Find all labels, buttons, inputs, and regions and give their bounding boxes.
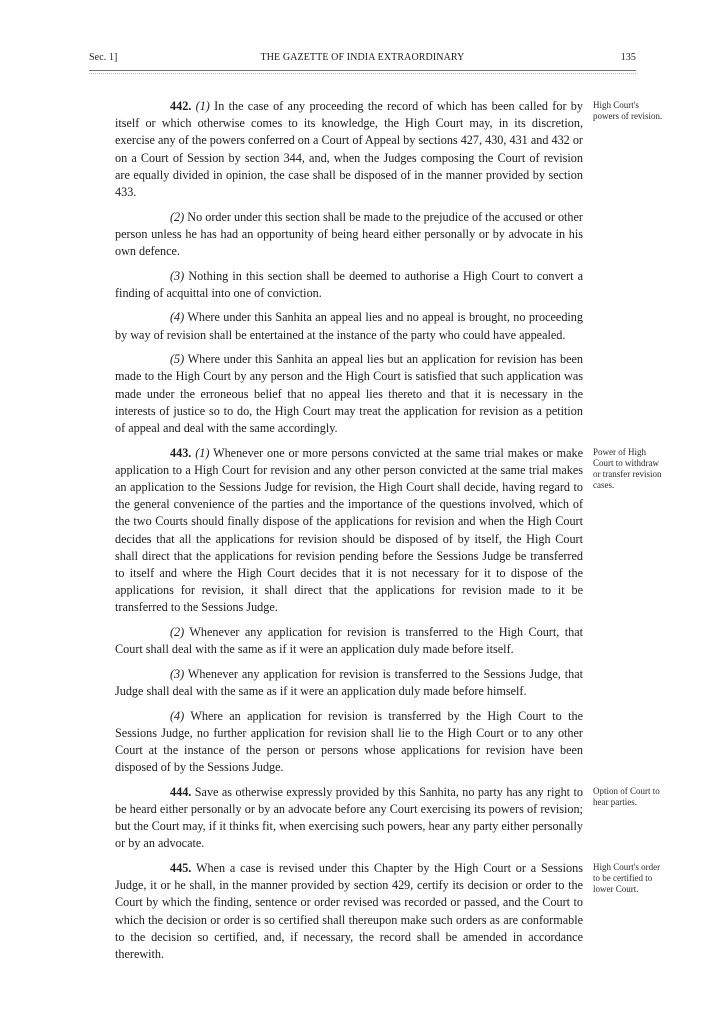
subsection-number: (1): [195, 99, 210, 113]
page-header: [89, 52, 636, 66]
section-number: 443.: [170, 445, 192, 460]
header-rule: [89, 70, 636, 71]
paragraph-text: Where under this Sanhita an appeal lies and no appeal is brought, no proceeding by way of revision shall be entertained at the instance of the party who could have appealed.: [115, 310, 583, 342]
paragraph-text: Where an application for revision is transferred by the High Court to the Sessions Judge, no further application for revision shall lie to the High Court or to any other Court at the instance of the person or persons whose applications for revision have been disposed of by the Sessions Judge.: [115, 708, 583, 775]
margin-note: High Court's powers of revision.: [593, 100, 663, 121]
section-paragraph: [115, 860, 583, 963]
page-number: 135: [620, 52, 636, 63]
paragraph-text: Whenever any application for revision is transferred to the Sessions Judge, that Judge shall deal with the same as if it were an application duly made before himself.: [115, 666, 583, 699]
section-paragraph: [115, 708, 583, 777]
margin-note: Power of High Court to withdraw or transfer revision cases.: [593, 447, 662, 490]
section-paragraph: [115, 268, 583, 302]
section-paragraph: [115, 209, 583, 261]
section-number: 444.: [170, 784, 192, 799]
section-paragraph: [115, 309, 583, 343]
header-dotted-rule: [89, 73, 636, 74]
section-paragraph: [115, 784, 583, 853]
subsection-number: (2): [170, 209, 185, 224]
subsection-number: (2): [170, 625, 185, 640]
paragraph-text: Whenever one or more persons convicted at the same trial makes or make application to a High Court for revision and any other person convicted at the same trial makes an application to the Sessions Judge for revision, the High Court shall decide, having regard to the general convenience of the parties and the importance of the questions involved, which of the two Courts should finally dispose of the applications for revision and when the High Court decides that all the applications for revision should be disposed of by itself, the High Court shall direct that the applications for revision pending before the Sessions Judge be transferred to itself and where the High Court decides that it is not necessary for it to dispose of the applications for revision, it shall direct that the applications for revision made to it be transferred to the Sessions Judge.: [115, 445, 583, 615]
section-paragraph: [115, 351, 583, 437]
paragraph-text: Whenever any application for revision is transferred to the High Court, that Court shall deal with the same as if it were an application duly made before itself.: [115, 625, 583, 657]
subsection-number: (1): [195, 445, 210, 460]
section-paragraph: [115, 445, 583, 617]
paragraph-text: When a case is revised under this Chapter by the High Court or a Sessions Judge, it or he shall, in the manner provided by section 429, certify its decision or order to the Court by which the finding, sentence or order revised was recorded or passed, and the Court to which the decision or order is so certified shall thereupon make such orders as are conformable to the decision so certified, and, if necessary, the record shall be amended in accordance therewith.: [115, 861, 583, 962]
section-paragraph: [115, 666, 583, 700]
section-443: [115, 445, 583, 777]
paragraph-text: In the case of any proceeding the record of which has been called for by itself or which otherwise comes to its knowledge, the High Court may, in its discretion, exercise any of the powers conferred on a Court of Appeal by sections 427, 430, 431 and 432 or on a Court of Session by section 344, and, when the Judges composing the Court of revision are equally divided in opinion, the case shall be disposed of in the manner provided by section 433.: [115, 99, 583, 200]
paragraph-text: No order under this section shall be made to the prejudice of the accused or other person unless he has had an opportunity of being heard either personally or by advocate in his own defence.: [115, 209, 583, 259]
section-number: 445.: [170, 861, 192, 876]
margin-note: High Court's order to be certified to lower Court.: [593, 862, 661, 894]
section-paragraph: [115, 624, 583, 658]
paragraph-text: Nothing in this section shall be deemed to authorise a High Court to convert a finding of acquittal into one of conviction.: [115, 268, 583, 300]
section-445: [115, 860, 583, 963]
subsection-number: (4): [170, 708, 185, 723]
document-body: [115, 98, 583, 971]
section-reference: Sec. 1]: [89, 52, 118, 63]
subsection-number: (4): [170, 310, 185, 325]
paragraph-text: Where under this Sanhita an appeal lies but an application for revision has been made to the High Court by any person and the High Court is satisfied that such application was made under the erroneous belief that no appeal lies thereto and that it is necessary in the interests of justice so to do, the High Court may treat the application for revision as a petition of appeal and deal with the same accordingly.: [115, 352, 583, 436]
paragraph-text: Save as otherwise expressly provided by this Sanhita, no party has any right to be heard either personally or by an advocate before any Court exercising its powers of revision; but the Court may, if it thinks fit, when exercising such powers, hear any party either personally or by an advocate.: [115, 784, 583, 851]
subsection-number: (3): [170, 268, 185, 283]
subsection-number: (3): [170, 666, 185, 681]
section-444: [115, 784, 583, 853]
gazette-title: THE GAZETTE OF INDIA EXTRAORDINARY: [260, 52, 465, 63]
margin-note: Option of Court to hear parties.: [593, 786, 660, 807]
subsection-number: (5): [170, 352, 185, 367]
section-number: 442.: [170, 99, 192, 113]
section-442: [115, 98, 583, 437]
section-paragraph: [115, 98, 583, 201]
